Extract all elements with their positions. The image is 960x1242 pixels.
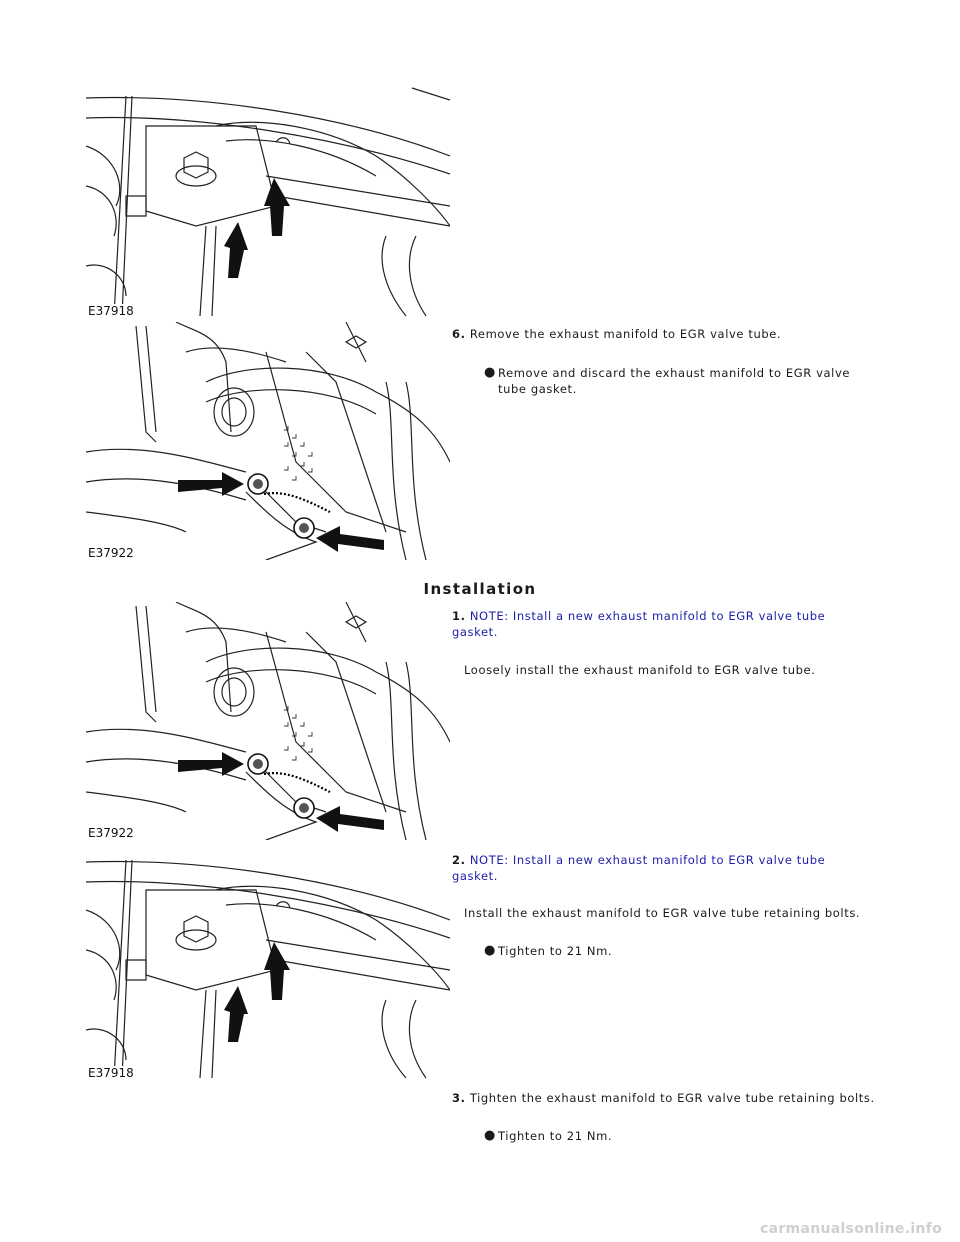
step-number: 2. bbox=[452, 853, 466, 867]
removal-step-6 bbox=[452, 326, 922, 342]
install-step-2 bbox=[452, 852, 842, 884]
bullet-text: Tighten to 21 Nm. bbox=[498, 1129, 613, 1143]
figure-label: E37918 bbox=[88, 1066, 134, 1080]
bullet-text: Remove and discard the exhaust manifold to EGR valve tube gasket. bbox=[498, 366, 851, 396]
install-step-3-bullet bbox=[484, 1128, 798, 1144]
install-step-3 bbox=[452, 1090, 932, 1106]
footer-watermark: carmanualsonline.info bbox=[760, 1221, 942, 1237]
removal-step-6-bullet bbox=[484, 365, 878, 397]
step-text: Remove the exhaust manifold to EGR valve tube. bbox=[469, 327, 782, 341]
step-note: NOTE: Install a new exhaust manifold to EGR valve tube gasket. bbox=[452, 853, 826, 883]
step-number: 3. bbox=[452, 1091, 466, 1105]
figure-e37918-top bbox=[86, 86, 450, 318]
figure-e37922-removal bbox=[86, 322, 450, 560]
step-number: 1. bbox=[452, 609, 466, 623]
step-number: 6. bbox=[452, 327, 466, 341]
bracket-bolt-illustration bbox=[86, 850, 450, 1080]
figure-label: E37922 bbox=[88, 546, 134, 560]
section-heading-installation: Installation bbox=[423, 580, 537, 598]
install-step-1-text: Loosely install the exhaust manifold to EGR valve tube. bbox=[464, 663, 816, 677]
figure-e37922-install bbox=[86, 602, 450, 840]
bracket-bolt-illustration bbox=[86, 86, 450, 318]
install-step-1 bbox=[452, 608, 842, 640]
bullet-dot: ● bbox=[484, 365, 496, 380]
figure-label: E37922 bbox=[88, 826, 134, 840]
install-step-2-bullet bbox=[484, 943, 798, 959]
step-note: NOTE: Install a new exhaust manifold to EGR valve tube gasket. bbox=[452, 609, 826, 639]
figure-label: E37918 bbox=[88, 304, 134, 318]
step-text: Tighten the exhaust manifold to EGR valve tube retaining bolts. bbox=[469, 1091, 875, 1105]
egr-tube-illustration bbox=[86, 322, 450, 560]
bullet-text: Tighten to 21 Nm. bbox=[498, 944, 613, 958]
figure-e37918-bottom bbox=[86, 850, 450, 1080]
bullet-dot: ● bbox=[484, 943, 496, 958]
bullet-dot: ● bbox=[484, 1128, 496, 1143]
egr-tube-illustration bbox=[86, 602, 450, 840]
install-step-2-text: Install the exhaust manifold to EGR valve tube retaining bolts. bbox=[464, 906, 861, 920]
